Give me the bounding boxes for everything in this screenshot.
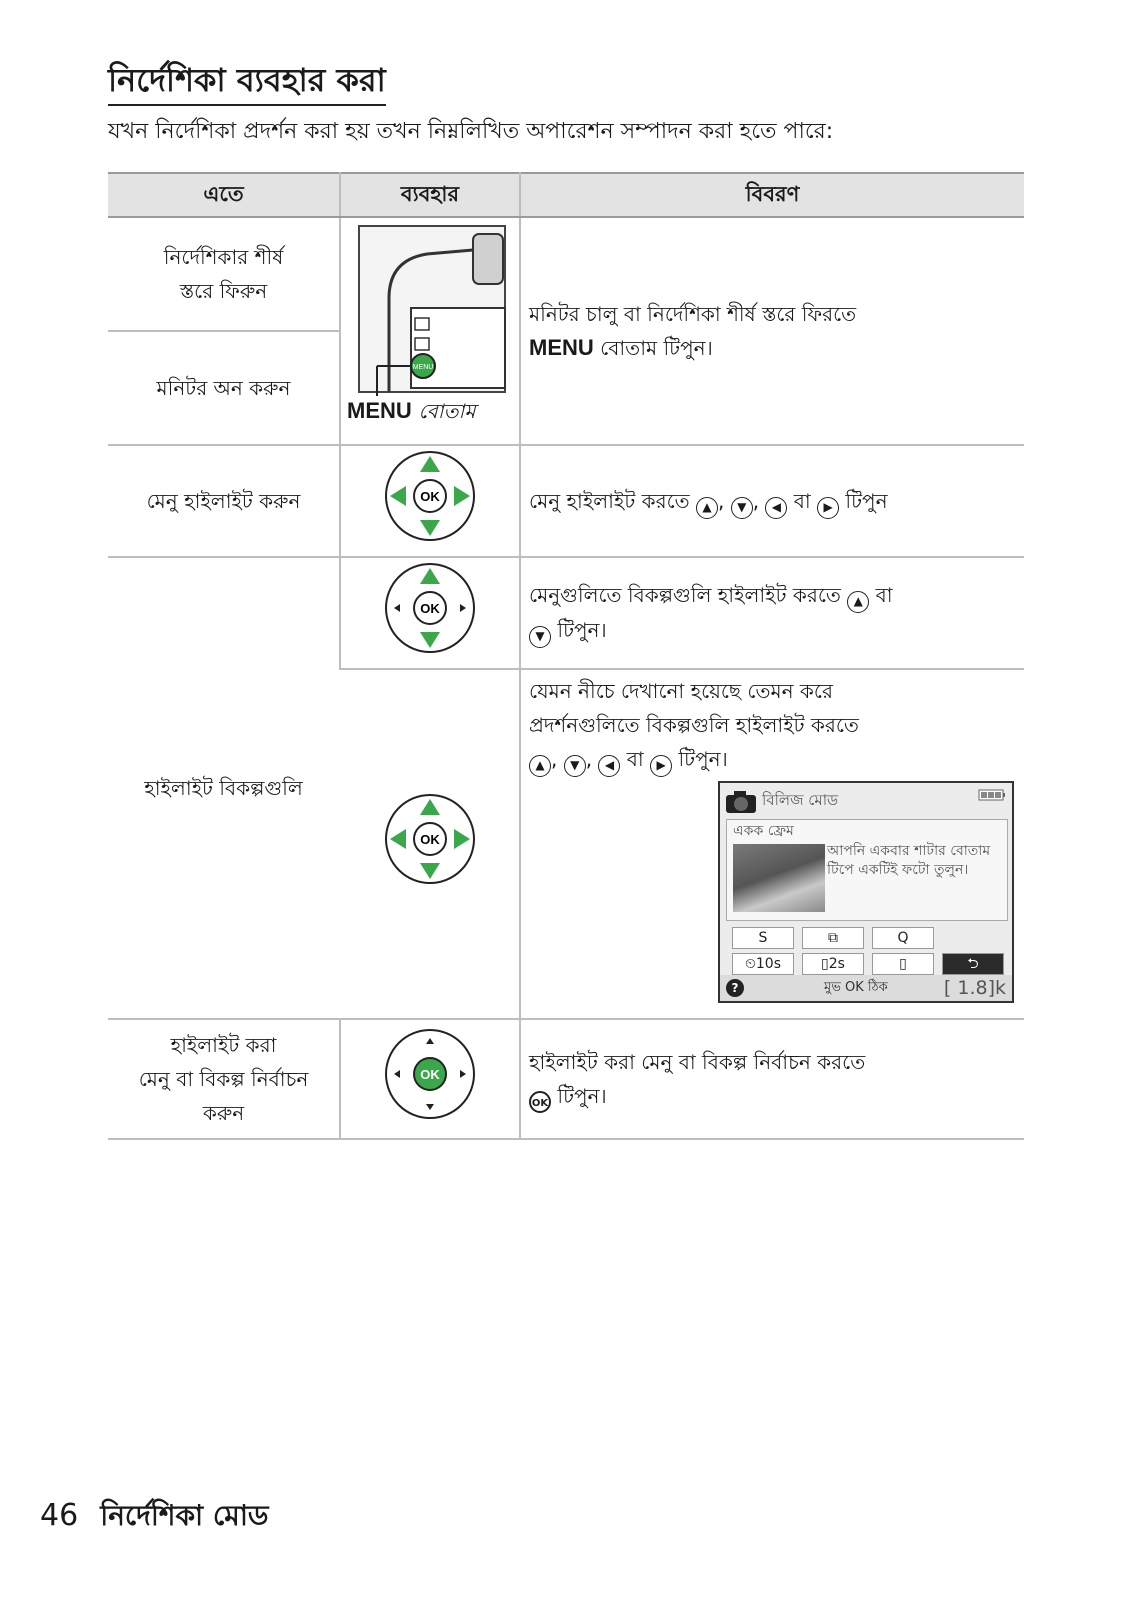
page-footer — [40, 1494, 269, 1538]
arrow-down-icon: ▼ — [529, 626, 551, 648]
monitor-subtitle: একক ফ্রেম — [733, 823, 794, 839]
release-mode-continuous-button[interactable]: ⧉ — [802, 927, 864, 949]
desc-or: বা — [869, 583, 893, 607]
arrow-up-icon: ▲ — [696, 497, 718, 519]
camera-back-menu-button-icon — [341, 220, 521, 396]
multi-selector-up-down-icon — [382, 560, 478, 656]
desc-menu-post: বোতাম টিপুন। — [593, 336, 713, 360]
desc-select — [520, 1019, 1024, 1139]
header-to: এতে — [108, 173, 340, 217]
svg-text:OK: OK — [419, 832, 440, 847]
table-header-row — [108, 173, 1024, 217]
monitor-title: বিলিজ মোড — [762, 791, 839, 809]
menu-button-caption — [347, 394, 475, 428]
table-row — [108, 445, 1024, 557]
multi-selector-cell — [340, 557, 520, 669]
desc-text: মেনুগুলিতে বিকল্পগুলি হাইলাইট করতে — [529, 583, 848, 607]
monitor-panel — [726, 819, 1008, 921]
monitor-description: আপনি একবার শাটার বোতাম টিপে একটিই ফটো তুলুন। — [827, 843, 991, 878]
svg-text:OK: OK — [420, 1067, 440, 1082]
desc-menu-text: মনিটর চালু বা নির্দেশিকা শীর্ষ স্তরে ফিরতে — [529, 302, 857, 326]
page-title: নির্দেশিকা ব্যবহার করা — [108, 60, 386, 106]
desc-menu-button-label: MENU — [529, 335, 594, 360]
back-button[interactable]: ⮌ — [942, 953, 1004, 975]
arrow-right-icon: ▶ — [650, 755, 672, 777]
section-name: নির্দেশিকা মোড — [100, 1499, 269, 1532]
page-number: 46 — [40, 1498, 79, 1533]
desc-highlight-options-displays — [520, 669, 1024, 1019]
arrow-left-icon: ◀ — [598, 755, 620, 777]
guide-operations-table — [108, 172, 1024, 1140]
help-icon: ? — [726, 979, 744, 997]
release-mode-quiet-button[interactable]: Q — [872, 927, 934, 949]
ok-button-icon: OK — [529, 1091, 551, 1113]
release-mode-single-button[interactable]: S — [732, 927, 794, 949]
desc-post: টিপুন — [839, 488, 888, 513]
header-use: ব্যবহার — [340, 173, 520, 217]
action-return-top: নির্দেশিকার শীর্ষ স্তরে ফিরুন — [108, 217, 340, 331]
arrow-down-icon: ▼ — [731, 497, 753, 519]
desc-sep: , — [551, 747, 564, 771]
header-description: বিবরণ — [520, 173, 1024, 217]
desc-menu-button — [520, 217, 1024, 445]
arrow-up-icon: ▲ — [529, 755, 551, 777]
action-highlight-options: হাইলাইট বিকল্পগুলি — [108, 557, 340, 1019]
monitor-footer — [720, 975, 1012, 1001]
desc-text: যেমন নীচে দেখানো হয়েছে তেমন করে প্রদর্শনগুলিতে বিকল্পগুলি হাইলাইট করতে — [529, 679, 859, 737]
menu-button-image-cell — [340, 217, 520, 445]
monitor-preview — [718, 781, 1014, 1003]
monitor-footer-text: মুভ OK ঠিক — [824, 980, 888, 995]
arrow-up-icon: ▲ — [847, 591, 869, 613]
desc-text: হাইলাইট করা মেনু বা বিকল্প নির্বাচন করতে — [529, 1050, 866, 1074]
monitor-preview-wrap — [529, 781, 1016, 1013]
multi-selector-four-way-icon — [382, 791, 478, 887]
arrow-right-icon: ▶ — [817, 497, 839, 519]
arrow-down-icon: ▼ — [564, 755, 586, 777]
multi-selector-cell — [340, 1019, 520, 1139]
desc-highlight-menu — [520, 445, 1024, 557]
release-mode-remote-delay-button[interactable]: ▯2s — [802, 953, 864, 975]
desc-sep: , — [752, 488, 766, 513]
multi-selector-ok-icon — [382, 1026, 478, 1122]
menu-button-caption-text: বোতাম — [418, 399, 476, 423]
table-row — [108, 1019, 1024, 1139]
desc-sep: , — [717, 488, 731, 513]
desc-post: টিপুন। — [672, 747, 728, 771]
intro-text: যখন নির্দেশিকা প্রদর্শন করা হয় তখন নিম্নলিখিত অপারেশন সম্পাদন করা হতে পারে: — [108, 119, 834, 144]
desc-post: টিপুন। — [551, 618, 607, 642]
table-row — [108, 217, 1024, 331]
action-highlight-menu: মেনু হাইলাইট করুন — [108, 445, 340, 557]
menu-button-label: MENU — [347, 398, 412, 423]
desc-text: মেনু হাইলাইট করতে — [529, 488, 696, 513]
action-monitor-on: মনিটর অন করুন — [108, 331, 340, 445]
svg-text:OK: OK — [420, 489, 440, 504]
battery-icon — [978, 789, 1006, 801]
table-row — [108, 557, 1024, 669]
desc-post: টিপুন। — [551, 1084, 607, 1108]
desc-or: বা — [620, 747, 651, 771]
multi-selector-cell — [340, 669, 520, 1019]
desc-or: বা — [787, 488, 818, 513]
multi-selector-cell — [340, 445, 520, 557]
arrow-left-icon: ◀ — [765, 497, 787, 519]
desc-sep: , — [585, 747, 599, 771]
release-mode-remote-button[interactable]: ▯ — [872, 953, 934, 975]
svg-text:OK: OK — [420, 601, 440, 616]
svg-text:MENU: MENU — [412, 364, 434, 371]
desc-highlight-options-menus — [520, 557, 1024, 669]
action-select: হাইলাইট করা মেনু বা বিকল্প নির্বাচন করুন — [108, 1019, 340, 1139]
camera-icon — [724, 787, 758, 815]
polar-bear-photo — [733, 844, 825, 912]
release-mode-timer-button[interactable]: ⏲10s — [732, 953, 794, 975]
exposures-remaining: [ 1.8]k — [943, 977, 1006, 999]
multi-selector-four-way-icon — [382, 448, 478, 544]
